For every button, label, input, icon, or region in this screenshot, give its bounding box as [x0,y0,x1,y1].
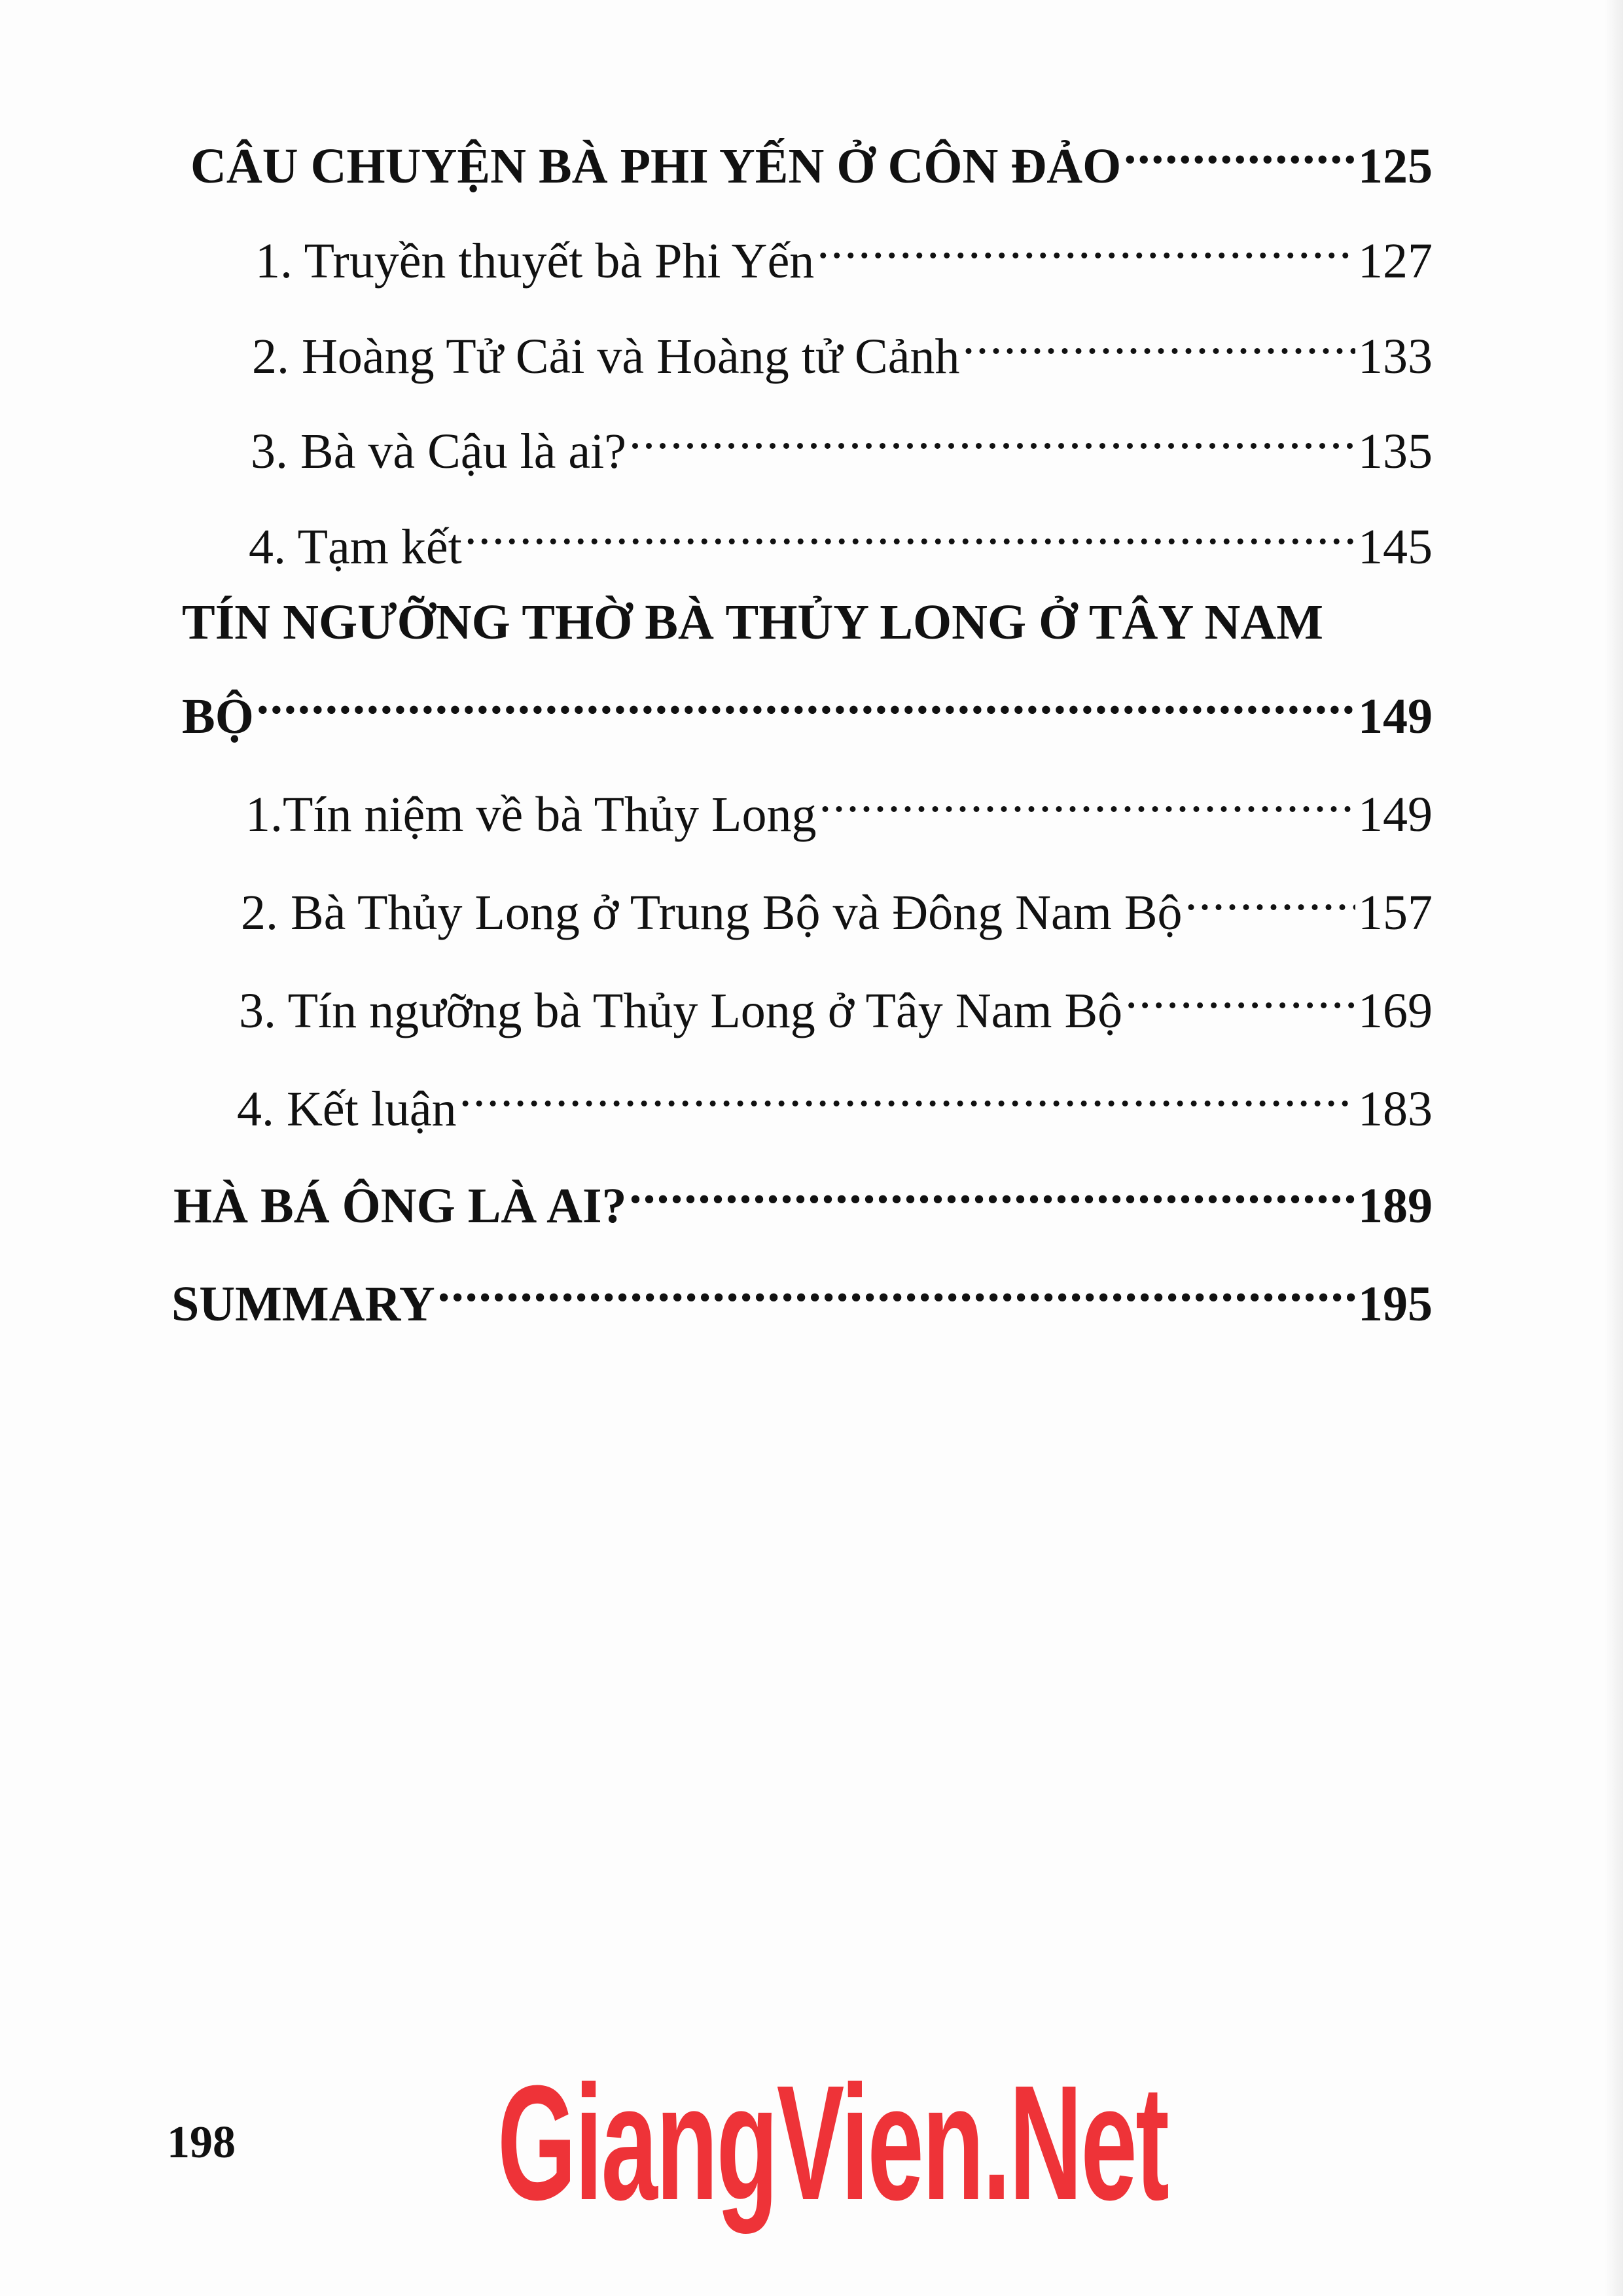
dot-leader [459,1053,1355,1125]
toc-entry-page: 195 [1358,1277,1433,1332]
toc-entry[interactable] [190,111,1433,194]
dot-leader [819,759,1355,831]
toc-entry[interactable] [182,661,1433,744]
toc-entry[interactable] [241,857,1433,940]
dot-leader [438,1248,1355,1320]
dot-leader [1125,955,1355,1027]
dot-leader [817,205,1355,277]
toc-entry[interactable] [171,1248,1433,1332]
toc-entry-page: 133 [1358,329,1433,384]
page-edge-shadow [1605,0,1623,2296]
toc-entry-label: 4. Tạm kết [249,520,462,574]
dot-leader [629,396,1355,468]
toc-entry-page: 169 [1358,983,1433,1038]
toc-entry-page: 157 [1358,885,1433,940]
toc-entry-label: BỘ [182,689,254,744]
toc-entry-page: 125 [1358,139,1433,194]
page-number: 198 [167,2117,236,2168]
dot-leader [257,661,1355,733]
toc-entry-page: 149 [1358,689,1433,744]
toc-entry-page: 149 [1358,787,1433,842]
toc-entry-label: 1. Truyền thuyết bà Phi Yến [255,234,815,289]
toc-entry[interactable] [255,205,1433,289]
toc-entry[interactable] [173,1150,1433,1233]
toc-entry-label: 3. Bà và Cậu là ai? [251,424,627,479]
toc-entry-page: 183 [1358,1082,1433,1137]
dot-leader [962,301,1355,373]
toc-entry[interactable] [249,491,1433,574]
toc-entry-page: 145 [1358,520,1433,574]
toc-entry-label: 4. Kết luận [237,1082,457,1137]
toc-entry-label-line1: TÍN NGƯỠNG THỜ BÀ THỦY LONG Ở TÂY NAM [182,595,1323,650]
toc-entry[interactable] [252,301,1433,384]
toc-entry-label: 2. Bà Thủy Long ở Trung Bộ và Đông Nam Bộ [241,885,1183,940]
dot-leader [1185,857,1355,929]
toc-entry[interactable] [237,1053,1433,1137]
toc-entry-label: 2. Hoàng Tử Cải và Hoàng tử Cảnh [252,329,960,384]
toc-entry-label: SUMMARY [171,1277,435,1332]
toc-entry-page: 127 [1358,234,1433,289]
watermark-logo: GiangVien.Net [497,2051,1168,2234]
toc-entry-label: HÀ BÁ ÔNG LÀ AI? [173,1178,627,1233]
dot-leader [1124,111,1355,183]
dot-leader [465,491,1355,563]
toc-entry[interactable] [239,955,1433,1038]
toc-entry-page: 189 [1358,1178,1433,1233]
toc-entry-label: CÂU CHUYỆN BÀ PHI YẾN Ở CÔN ĐẢO [190,139,1122,194]
toc-entry-label: 3. Tín ngưỡng bà Thủy Long ở Tây Nam Bộ [239,983,1123,1038]
toc-entry-label: 1.Tín niệm về bà Thủy Long [245,787,817,842]
toc-entry[interactable] [245,759,1433,842]
toc-entry[interactable] [251,396,1433,479]
toc-entry-page: 135 [1358,424,1433,479]
dot-leader [630,1150,1355,1222]
